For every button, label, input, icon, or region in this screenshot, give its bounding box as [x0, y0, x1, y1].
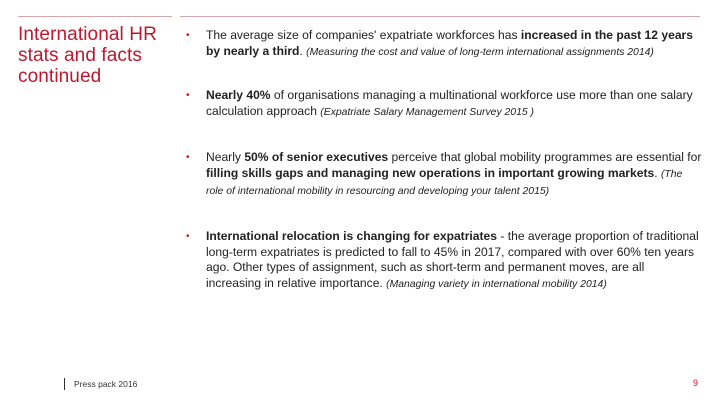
bullet-text: - the average proportion of traditional long-term expatriates is predicted to fall to 45% in 2017, compared with over 60% ten years ago. Other types of assignment, such as short-term and permanent moves, are all increasing in relative importance.: [206, 229, 699, 290]
bullet-source: (Managing variety in international mobility 2014): [386, 278, 607, 290]
bullet-highlight: International relocation is changing for expatriates: [206, 229, 497, 244]
bullet-text: The average size of companies' expatriate workforces has: [206, 28, 521, 42]
bullet-item: [180, 88, 702, 120]
page-number: 9: [693, 378, 699, 388]
bullet-list: [180, 28, 702, 293]
bullet-text: .: [299, 43, 307, 58]
bullet-text: Nearly: [206, 150, 245, 165]
slide-title: International HR stats and facts continued: [18, 24, 157, 87]
bullet-marker: •: [186, 152, 190, 164]
bullet-source: (The role of international mobility in resourcing and developing your talent 2015): [206, 168, 683, 197]
bullet-highlight: increased in the past 12 years by nearly a third: [206, 28, 693, 58]
bullet-marker: •: [186, 30, 190, 41]
bullet-highlight: Nearly 40%: [206, 88, 271, 103]
left-divider: [18, 16, 172, 17]
bullet-item: [180, 150, 702, 199]
bullet-marker: •: [186, 231, 190, 243]
bullet-marker: •: [186, 90, 190, 102]
footer-divider: [64, 378, 65, 390]
bullet-item: [180, 28, 702, 60]
bullet-text: perceive that global mobility programmes are essential for: [388, 150, 702, 165]
bullet-highlight: 50% of senior executives: [244, 150, 389, 165]
bullet-text: of organisations managing a multinational workforce use more than one salary calculation approach: [206, 88, 693, 118]
footer-label: Press pack 2016: [74, 379, 138, 389]
bullet-text: .: [654, 165, 661, 180]
bullet-source: (Measuring the cost and value of long-term international assignments 2014): [306, 46, 654, 58]
right-divider: [180, 16, 700, 17]
bullet-item: [180, 229, 702, 292]
bullet-source: (Expatriate Salary Management Survey 2015 ): [320, 106, 534, 118]
bullet-highlight: filling skills gaps and managing new operations in important growing markets: [206, 165, 655, 180]
